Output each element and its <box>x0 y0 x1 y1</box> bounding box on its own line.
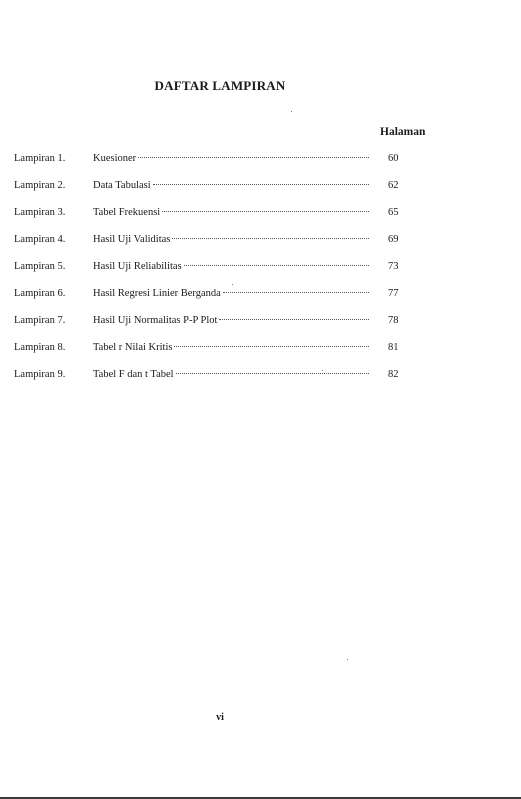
entry-leader <box>93 288 373 299</box>
appendix-label: Lampiran 5. <box>14 261 66 272</box>
footer-page-number: vi <box>216 712 224 723</box>
list-item <box>14 369 414 396</box>
appendix-page-number: 62 <box>388 180 399 191</box>
appendix-title: Hasil Uji Normalitas P-P Plot <box>93 315 218 326</box>
appendix-page-number: 77 <box>388 288 399 299</box>
appendix-label: Lampiran 7. <box>14 315 66 326</box>
list-item <box>14 234 414 261</box>
appendix-title: Data Tabulasi <box>93 180 151 191</box>
appendix-page-number: 60 <box>388 153 399 164</box>
entry-leader <box>93 342 373 353</box>
page-column-header: Halaman <box>380 126 426 138</box>
appendix-label: Lampiran 6. <box>14 288 66 299</box>
dot-leader <box>153 184 369 185</box>
appendix-title: Tabel F dan t Tabel <box>93 369 174 380</box>
appendix-title: Hasil Uji Reliabilitas <box>93 261 182 272</box>
appendix-label: Lampiran 3. <box>14 207 66 218</box>
appendix-title: Tabel Frekuensi <box>93 207 161 218</box>
dot-leader <box>138 157 369 158</box>
appendix-list <box>14 153 414 396</box>
dot-leader <box>184 265 369 266</box>
list-item <box>14 180 414 207</box>
list-item <box>14 288 414 315</box>
entry-leader <box>93 315 373 326</box>
entry-leader <box>93 261 373 272</box>
scan-speck <box>232 284 233 285</box>
appendix-page-number: 82 <box>388 369 399 380</box>
appendix-title: Kuesioner <box>93 153 137 164</box>
appendix-label: Lampiran 8. <box>14 342 66 353</box>
dot-leader <box>219 319 369 320</box>
appendix-page-number: 73 <box>388 261 399 272</box>
appendix-title: Hasil Uji Validitas <box>93 234 171 245</box>
dot-leader <box>176 373 369 374</box>
appendix-page-number: 69 <box>388 234 399 245</box>
appendix-page-number: 81 <box>388 342 399 353</box>
dot-leader <box>174 346 369 347</box>
appendix-page-number: 78 <box>388 315 399 326</box>
dot-leader <box>223 292 369 293</box>
scan-speck <box>322 370 323 371</box>
entry-leader <box>93 369 373 380</box>
appendix-label: Lampiran 2. <box>14 180 66 191</box>
scan-speck <box>347 659 348 660</box>
list-item <box>14 342 414 369</box>
list-item <box>14 315 414 342</box>
page-title: DAFTAR LAMPIRAN <box>154 78 286 93</box>
scan-speck <box>291 111 292 112</box>
appendix-label: Lampiran 1. <box>14 153 66 164</box>
entry-leader <box>93 180 373 191</box>
appendix-title: Tabel r Nilai Kritis <box>93 342 173 353</box>
entry-leader <box>93 207 373 218</box>
appendix-label: Lampiran 9. <box>14 369 66 380</box>
dot-leader <box>172 238 369 239</box>
appendix-title: Hasil Regresi Linier Berganda <box>93 288 221 299</box>
list-item <box>14 153 414 180</box>
entry-leader <box>93 153 373 164</box>
dot-leader <box>162 211 369 212</box>
list-item <box>14 207 414 234</box>
entry-leader <box>93 234 373 245</box>
list-item <box>14 261 414 288</box>
appendix-page-number: 65 <box>388 207 399 218</box>
appendix-label: Lampiran 4. <box>14 234 66 245</box>
